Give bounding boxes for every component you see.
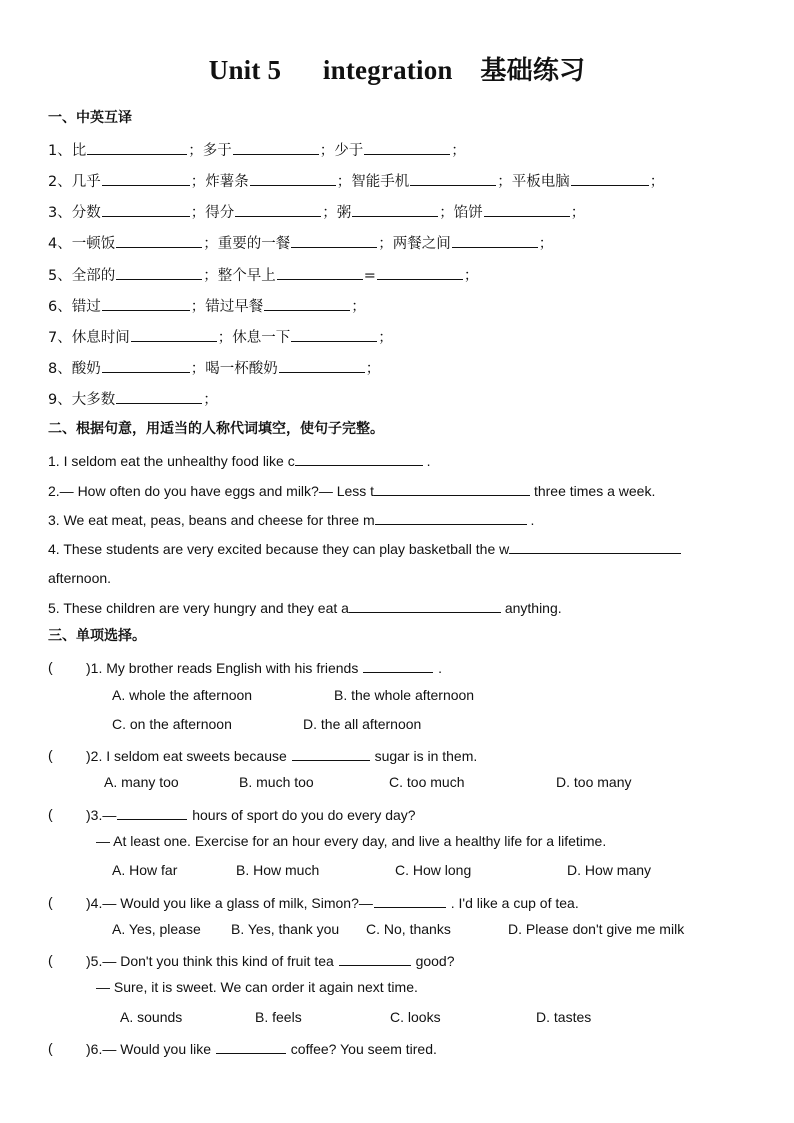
answer-blank[interactable] (235, 201, 321, 217)
s3-q2-option-c[interactable]: C. too much (389, 774, 465, 790)
answer-blank[interactable] (292, 745, 370, 761)
s1-row-5: 5、全部的 ；整个早上 = ； (48, 264, 478, 286)
s2-question-3: 3. We eat meat, peas, beans and cheese for three m . (48, 509, 534, 530)
s3-q5-reply: — Sure, it is sweet. We can order it again next time. (96, 979, 418, 995)
s3-q5-option-a[interactable]: A. sounds (120, 1009, 183, 1025)
answer-paren[interactable]: ( (48, 894, 53, 910)
answer-blank[interactable] (374, 480, 530, 496)
answer-blank[interactable] (116, 232, 202, 248)
answer-blank[interactable] (102, 201, 190, 217)
answer-blank[interactable] (484, 201, 570, 217)
answer-blank[interactable] (279, 357, 365, 373)
s3-q2-option-a[interactable]: A. many too (104, 774, 179, 790)
s3-q3-option-d[interactable]: D. How many (567, 862, 652, 878)
s3-q4-option-a[interactable]: A. Yes, please (112, 921, 201, 937)
answer-blank[interactable] (216, 1038, 286, 1054)
s1-row-3: 3、分数 ；得分 ；粥 ；馅饼 ； (48, 201, 585, 223)
answer-blank[interactable] (349, 597, 501, 613)
answer-blank[interactable] (250, 170, 336, 186)
answer-blank[interactable] (264, 295, 350, 311)
s3-q1-option-a[interactable]: A. whole the afternoon (112, 687, 253, 703)
worksheet-page: Unit 5 integration 基础练习 一、中英互译 1、比 ；多于 ；少于 ； 2、几乎 ；炸薯条 ；智能手机 ；平板电脑 ； 3、分数 ；得分 ；粥 ；馅饼 ； 4、一顿饭 ；重要的一餐 ；两餐之间 ； 5、全部的 ；整个早上 = ； 6、错过 ；错过早餐 ； 7、休息时间 ；休息一下 ； 8、酸奶 ；喝一杯酸奶 ； 9、大多数 ； 二、根据句意，用适当的人称代词填空，使句子完整。 1. I seldom eat the unhealthy food like c . 2.— How often do you have eggs and milk?— Less t three times a week. 3. We eat meat, peas, beans and cheese for three m . 4. These students are very excited because they can play basketball the w afternoon. 5. These children are very hungry and they eat a anything. 三、单项选择。 ( )1. My brother reads English with his friends . A. whole the afternoon B. the whole afternoon C. on the afternoon D. the all afternoon ( )2. I seldom eat sweets because sugar is in them. A. many too B. much too C. too much D. too many ( )3.— hours of sport do you do every day? — At least one. Exercise for an hour every day, and live a healthy life for a lifetime. A. How far B. How much C. How long D. How many ( )4.— Would you like a glass of milk, Simon?— . I'd like a cup of tea. A. Yes, please B. Yes, thank you C. No, thanks D. Please don't give me milk ( )5.— Don't you think this kind of fruit tea good? — Sure, it is sweet. We can order it again next time. A. sounds B. feels C. looks D. tastes ( )6.— Would you like coffee? You seem tired. (0, 0, 794, 1123)
answer-blank[interactable] (374, 892, 446, 908)
answer-paren[interactable]: ( (48, 659, 53, 675)
answer-blank[interactable] (364, 139, 450, 155)
answer-paren[interactable]: ( (48, 747, 53, 763)
s1-row-4: 4、一顿饭 ；重要的一餐 ；两餐之间 ； (48, 232, 553, 254)
s1-row-8: 8、酸奶 ；喝一杯酸奶 ； (48, 357, 380, 379)
title-topic: integration (322, 55, 453, 85)
s2-question-5: 5. These children are very hungry and they eat a anything. (48, 597, 562, 618)
answer-blank[interactable] (117, 804, 187, 820)
s3-q3-option-a[interactable]: A. How far (112, 862, 178, 878)
title-zh: 基础练习 (480, 56, 586, 86)
s1-row-6: 6、错过 ；错过早餐 ； (48, 295, 366, 317)
s3-q4-option-b[interactable]: B. Yes, thank you (231, 921, 340, 937)
section3-heading: 三、单项选择。 (48, 628, 146, 644)
s2-question-4: 4. These students are very excited because they can play basketball the w (48, 538, 681, 559)
section1-heading: 一、中英互译 (48, 110, 132, 126)
s2-question-4-continued: afternoon. (48, 570, 112, 586)
answer-blank[interactable] (87, 139, 187, 155)
s3-q3-reply: — At least one. Exercise for an hour every day, and live a healthy life for a lifetime. (96, 833, 607, 849)
answer-blank[interactable] (277, 264, 363, 280)
s1-row-7: 7、休息时间 ；休息一下 ； (48, 326, 393, 348)
answer-blank[interactable] (339, 950, 411, 966)
answer-blank[interactable] (131, 326, 217, 342)
s2-question-2: 2.— How often do you have eggs and milk?— Less t three times a week. (48, 480, 655, 501)
s3-q2-option-b[interactable]: B. much too (239, 774, 314, 790)
s3-q1-option-b[interactable]: B. the whole afternoon (334, 687, 475, 703)
s1-row-2: 2、几乎 ；炸薯条 ；智能手机 ；平板电脑 ； (48, 170, 664, 192)
s3-q4-option-c[interactable]: C. No, thanks (366, 921, 451, 937)
s1-row-9: 9、大多数 ； (48, 388, 218, 410)
answer-blank[interactable] (116, 264, 202, 280)
s2-question-1: 1. I seldom eat the unhealthy food like c . (48, 450, 431, 471)
answer-blank[interactable] (571, 170, 649, 186)
answer-blank[interactable] (295, 450, 423, 466)
answer-paren[interactable]: ( (48, 806, 53, 822)
answer-blank[interactable] (452, 232, 538, 248)
s3-q1-option-c[interactable]: C. on the afternoon (112, 716, 232, 732)
s3-q2-option-d[interactable]: D. too many (556, 774, 632, 790)
s3-q5-option-d[interactable]: D. tastes (536, 1009, 592, 1025)
page-title (0, 50, 794, 87)
s3-q5-option-b[interactable]: B. feels (255, 1009, 302, 1025)
answer-blank[interactable] (377, 264, 463, 280)
s3-q1-option-d[interactable]: D. the all afternoon (303, 716, 422, 732)
s1-row-1: 1、比 ；多于 ；少于 ； (48, 139, 466, 161)
answer-blank[interactable] (102, 357, 190, 373)
s3-q4-option-d[interactable]: D. Please don't give me milk (508, 921, 685, 937)
section2-heading: 二、根据句意，用适当的人称代词填空，使句子完整。 (48, 421, 384, 437)
s3-q5-option-c[interactable]: C. looks (390, 1009, 441, 1025)
answer-blank[interactable] (102, 170, 190, 186)
answer-blank[interactable] (102, 295, 190, 311)
answer-blank[interactable] (291, 326, 377, 342)
answer-blank[interactable] (352, 201, 438, 217)
answer-blank[interactable] (509, 538, 681, 554)
title-unit: Unit 5 (208, 55, 282, 85)
answer-blank[interactable] (116, 388, 202, 404)
answer-paren[interactable]: ( (48, 952, 53, 968)
s3-q3-option-b[interactable]: B. How much (236, 862, 320, 878)
answer-blank[interactable] (410, 170, 496, 186)
s3-q3-option-c[interactable]: C. How long (395, 862, 472, 878)
answer-blank[interactable] (291, 232, 377, 248)
answer-paren[interactable]: ( (48, 1040, 53, 1056)
answer-blank[interactable] (375, 509, 527, 525)
answer-blank[interactable] (363, 657, 433, 673)
answer-blank[interactable] (233, 139, 319, 155)
